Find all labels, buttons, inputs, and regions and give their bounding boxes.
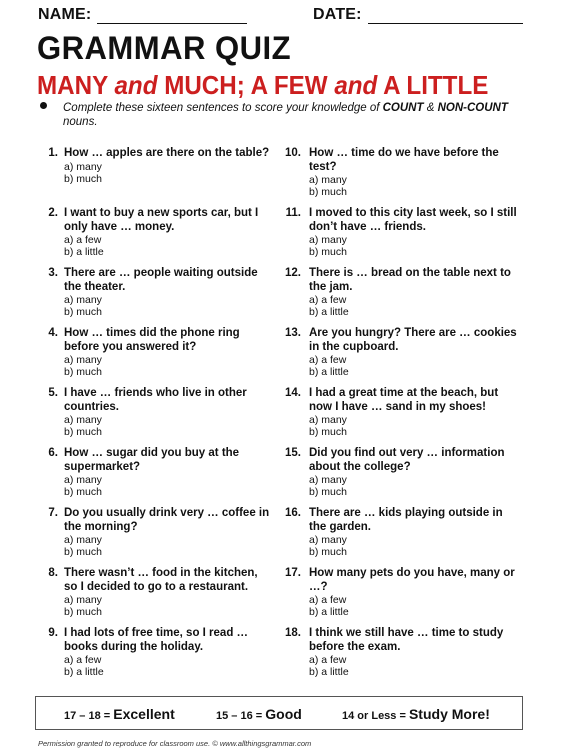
question-text: I had lots of free time, so I read … books during the holiday. (64, 627, 249, 653)
question-item (283, 627, 523, 687)
question-text: I think we still have … time to study before the exam. (309, 627, 504, 653)
date-blank-line[interactable] (368, 9, 523, 24)
date-field (313, 6, 523, 24)
option-a[interactable]: a) many (64, 414, 102, 426)
option-a[interactable]: a) many (309, 414, 347, 426)
score-range: 14 or Less = (342, 710, 409, 722)
question-item (283, 507, 523, 567)
option-a[interactable]: a) a few (309, 654, 347, 666)
question-number: 2. (48, 207, 58, 219)
question-text: How … sugar did you buy at the supermarket? (64, 447, 240, 473)
question-number: 9. (48, 627, 58, 639)
option-b[interactable]: b) much (64, 606, 102, 618)
question-item (38, 447, 270, 507)
instructions (40, 101, 520, 129)
option-a[interactable]: a) many (64, 354, 102, 366)
question-text: There are … people waiting outside the theater. (64, 267, 258, 293)
name-field (38, 6, 247, 24)
question-item (283, 387, 523, 447)
question-item (38, 147, 270, 207)
option-b[interactable]: b) a little (309, 666, 349, 678)
instructions-text (63, 101, 520, 129)
question-item (38, 567, 270, 627)
score-range: 15 – 16 = (216, 710, 266, 722)
score-range: 17 – 18 = (64, 710, 114, 722)
question-item (283, 207, 523, 267)
question-text: How … apples are there on the table? (64, 147, 270, 159)
subtitle-part-3: A LITTLE (377, 70, 489, 100)
option-b[interactable]: b) much (309, 186, 347, 198)
question-number: 11. (285, 207, 301, 219)
question-item (38, 387, 270, 447)
option-b[interactable]: b) a little (64, 666, 104, 678)
question-item (38, 207, 270, 267)
option-a[interactable]: a) many (64, 160, 102, 173)
question-text: I want to buy a new sports car, but I only have … money. (64, 207, 259, 233)
question-item (38, 507, 270, 567)
question-item (283, 327, 523, 387)
option-a[interactable]: a) a few (309, 354, 347, 366)
question-text: There is … bread on the table next to the jam. (309, 267, 511, 293)
option-b[interactable]: b) much (309, 426, 347, 438)
option-b[interactable]: b) much (64, 366, 102, 378)
option-b[interactable]: b) much (64, 306, 102, 318)
instructions-count: COUNT (382, 102, 424, 114)
date-label: DATE: (313, 6, 362, 23)
question-item (283, 447, 523, 507)
question-number: 7. (48, 507, 58, 519)
question-number: 3. (48, 267, 58, 279)
question-text: How … time do we have before the test? (309, 147, 499, 173)
questions-left-column (38, 147, 270, 687)
subtitle-part-2: MUCH; A FEW (157, 70, 335, 100)
option-b[interactable]: b) much (309, 486, 347, 498)
option-a[interactable]: a) a few (309, 594, 347, 606)
subtitle-and-1: and (114, 70, 158, 100)
score-grade: Study More! (408, 706, 490, 722)
instructions-before: Complete these sixteen sentences to score your knowledge of (63, 102, 383, 114)
score-box (35, 696, 523, 730)
question-number: 18. (285, 627, 301, 639)
option-b[interactable]: b) a little (309, 306, 349, 318)
option-a[interactable]: a) a few (64, 234, 102, 246)
score-excellent (64, 706, 175, 722)
instructions-amp: & (423, 102, 438, 114)
option-a[interactable]: a) many (309, 474, 347, 486)
option-b[interactable]: b) much (64, 486, 102, 498)
option-b[interactable]: b) a little (309, 606, 349, 618)
option-b[interactable]: b) much (309, 246, 347, 258)
question-text: How many pets do you have, many or …? (309, 567, 515, 593)
question-text: How … times did the phone ring before you answered it? (64, 327, 240, 353)
option-b[interactable]: b) much (64, 172, 102, 185)
instructions-after: nouns. (63, 116, 98, 128)
score-grade: Excellent (113, 706, 175, 722)
question-number: 13. (285, 327, 301, 339)
question-number: 14. (285, 387, 301, 399)
option-b[interactable]: b) much (64, 546, 102, 558)
question-number: 10. (285, 147, 301, 159)
question-item (38, 627, 270, 687)
question-number: 16. (285, 507, 301, 519)
question-text: Do you usually drink very … coffee in the morning? (64, 507, 270, 533)
name-label: NAME: (38, 6, 92, 23)
questions-right-column (283, 147, 523, 687)
question-item (283, 147, 523, 207)
question-number: 1. (48, 147, 58, 159)
score-study-more (342, 706, 490, 722)
instructions-noncount: NON-COUNT (437, 102, 508, 114)
question-item (283, 267, 523, 327)
question-number: 4. (48, 327, 58, 339)
option-a[interactable]: a) many (309, 174, 347, 186)
question-number: 6. (48, 447, 58, 459)
option-a[interactable]: a) many (64, 294, 102, 306)
option-a[interactable]: a) many (64, 594, 102, 606)
question-text: I had a great time at the beach, but now I have … sand in my shoes! (309, 387, 499, 413)
name-blank-line[interactable] (97, 9, 247, 24)
question-number: 12. (285, 267, 301, 279)
question-text: Are you hungry? There are … cookies in the cupboard. (309, 327, 517, 353)
bullet-icon (40, 102, 47, 109)
page-title: GRAMMAR QUIZ (37, 30, 292, 66)
question-text: There wasn’t … food in the kitchen, so I decided to go to a restaurant. (64, 567, 258, 593)
score-grade: Good (265, 706, 302, 722)
question-text: I have … friends who live in other countries. (64, 387, 247, 413)
subtitle-part-1: MANY (37, 70, 115, 100)
question-number: 5. (48, 387, 58, 399)
question-text: There are … kids playing outside in the garden. (309, 507, 503, 533)
footer-permission: Permission granted to reproduce for classroom use. © www.allthingsgrammar.com (38, 739, 312, 748)
subtitle-and-2: and (334, 70, 378, 100)
option-b[interactable]: b) a little (309, 366, 349, 378)
option-b[interactable]: b) much (64, 426, 102, 438)
option-a[interactable]: a) a few (309, 294, 347, 306)
option-a[interactable]: a) many (309, 534, 347, 546)
question-item (38, 327, 270, 387)
score-good (216, 706, 302, 722)
option-a[interactable]: a) a few (64, 654, 102, 666)
option-a[interactable]: a) many (64, 474, 102, 486)
question-text: Did you find out very … information about the college? (309, 447, 505, 473)
option-b[interactable]: b) much (309, 546, 347, 558)
question-number: 17. (285, 567, 301, 579)
page-subtitle (37, 70, 488, 100)
question-number: 15. (285, 447, 301, 459)
option-a[interactable]: a) many (64, 534, 102, 546)
question-item (283, 567, 523, 627)
question-number: 8. (48, 567, 58, 579)
option-a[interactable]: a) many (309, 234, 347, 246)
option-b[interactable]: b) a little (64, 246, 104, 258)
question-text: I moved to this city last week, so I still don’t have … friends. (309, 207, 517, 233)
question-item (38, 267, 270, 327)
